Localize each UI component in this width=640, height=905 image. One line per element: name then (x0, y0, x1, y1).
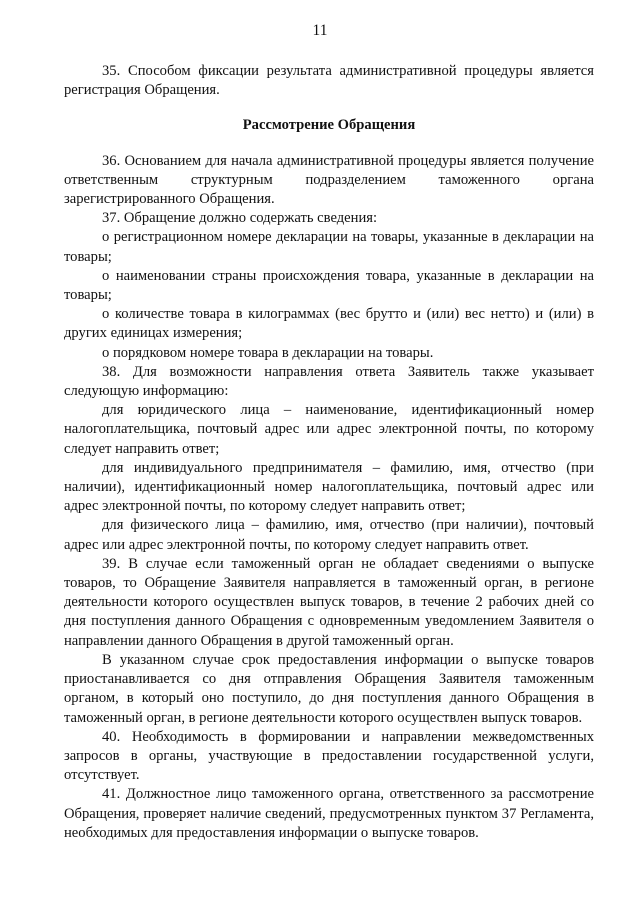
paragraph-40: 40. Необходимость в формировании и направлении межведомственных запросов в органы, участвующие в предоставлении государственной услуги, отсутствует. (64, 728, 594, 784)
paragraph-41: 41. Должностное лицо таможенного органа, ответственного за рассмотрение Обращения, проверяет наличие сведений, предусмотренных пунктом 37 Регламента, необходимых для предоставления информации о выпуске товаров. (64, 786, 594, 841)
list-item-quantity: о количестве товара в килограммах (вес брутто и (или) вес нетто) и (или) в других единицах измерения; (64, 306, 594, 342)
page-number: 11 (312, 22, 328, 39)
section-heading: Рассмотрение Обращения (242, 117, 416, 134)
list-item-registration-number: о регистрационном номере декларации на товары, указанные в декларации на товары; (64, 229, 594, 265)
list-item-individual: для физического лица – фамилию, имя, отчество (при наличии), почтовый адрес или адрес электронной почты, по которому следует направить ответ. (64, 517, 594, 553)
paragraph-37: 37. Обращение должно содержать сведения: (102, 210, 378, 227)
list-item-legal-entity: для юридического лица – наименование, идентификационный номер налогоплательщика, почтовый адрес или адрес электронной почты, по которому следует направить ответ; (64, 402, 594, 457)
paragraph-39: 39. В случае если таможенный орган не обладает сведениями о выпуске товаров, то Обращение Заявителя направляется в таможенный орган, в регионе деятельности которого осуществлен выпуск товаров, в течение 2 рабочих дней со дня поступления данного Обращения с одновременным уведомлением Заявителя о направлении данного Обращения в другой таможенный орган. (64, 555, 594, 649)
document-body (64, 62, 594, 843)
paragraph-36: 36. Основанием для начала административной процедуры является получение ответственным структурным подразделением таможенного органа зарегистрированного Обращения. (64, 152, 594, 208)
paragraph-35: 35. Способом фиксации результата административной процедуры является регистрация Обращения. (64, 63, 594, 99)
paragraph-38: 38. Для возможности направления ответа Заявитель также указывает следующую информацию: (64, 363, 594, 400)
list-item-entrepreneur: для индивидуального предпринимателя – фамилию, имя, отчество (при наличии), идентификационный номер налогоплательщика, почтовый адрес или адрес электронной почты, по которому следует направить ответ; (64, 459, 594, 515)
list-item-country-of-origin: о наименовании страны происхождения товара, указанные в декларации на товары; (64, 267, 594, 304)
list-item-sequence-number: о порядковом номере товара в декларации на товары. (102, 344, 434, 361)
paragraph-39-continuation: В указанном случае срок предоставления информации о выпуске товаров приостанавливается со дня отправления Обращения Заявителя таможенным органом, в который оно поступило, до дня поступления данного Обращения в таможенный орган, в регионе деятельности которого осуществлен выпуск товаров. (64, 651, 594, 726)
